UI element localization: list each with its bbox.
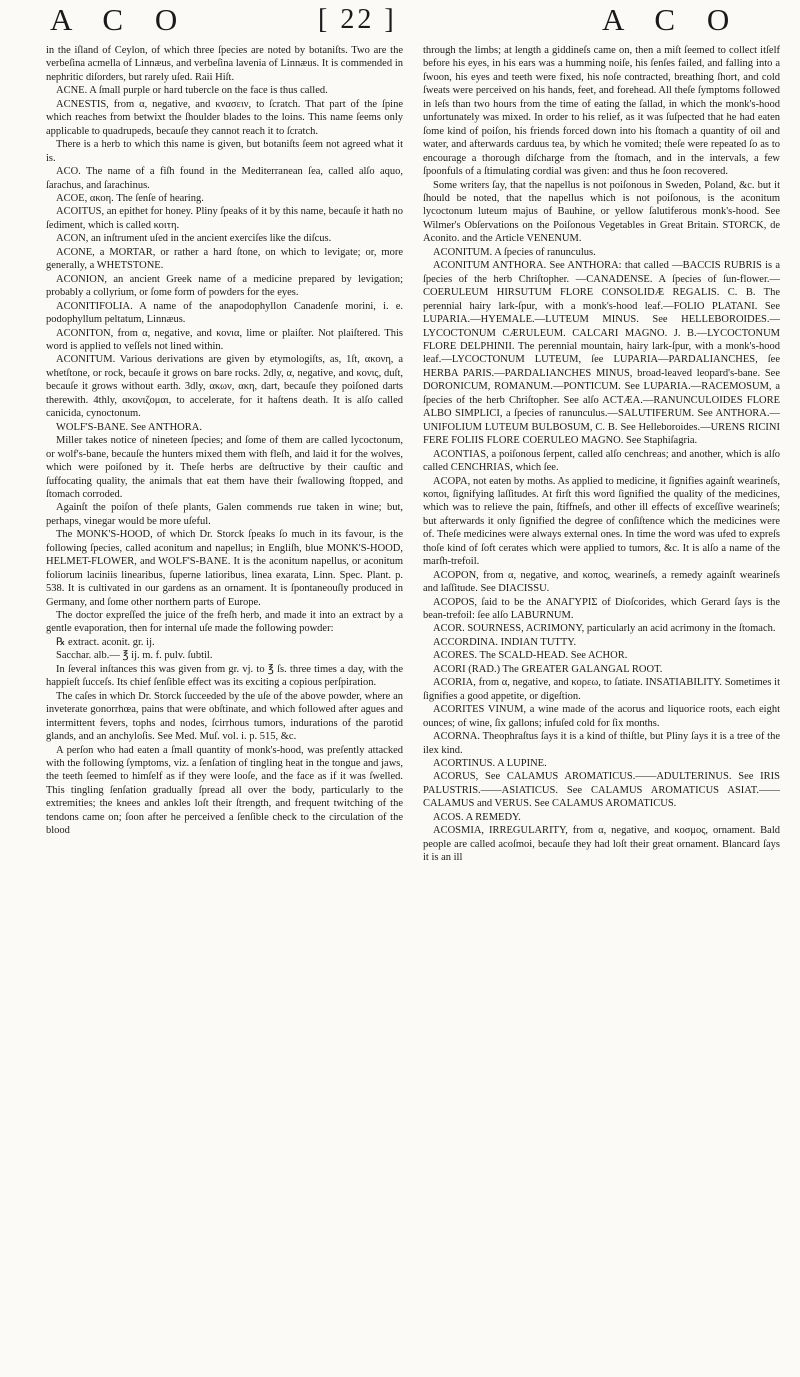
right-column [423,44,780,1374]
entry-paragraph: ACOE, ακοη. The ſenſe of hearing. [56,192,204,204]
entry-paragraph: ACOITUS, an epithet for honey. Pliny ſpeaks of it by this name, becauſe it hath no ſediment, which is called κοιτη. [46,206,403,231]
entry-paragraph: ACOPON, from α, negative, and κοπος, wearineſs, a remedy againſt wearineſs and laſſitude. See DIACISSU. [423,569,780,595]
entry-paragraph: ACONITON, from α, negative, and κονια, lime or plaiſter. Not plaiſtered. This word is applied to veſſels not lined within. [46,327,403,352]
entry-paragraph: ACOS. A REMEDY. [433,811,521,823]
entry-paragraph: WOLF'S-BANE. See ANTHORA. [56,421,202,433]
entry-paragraph: ACORTINUS. A LUPINE. [433,758,547,770]
running-head-right: A C O [602,2,742,37]
entry-paragraph: ACO. The name of a fiſh found in the Mediterranean ſea, called alſo aquo, ſarachus, and ſarachinus. [46,166,403,191]
entry-paragraph: A perſon who had eaten a ſmall quantity of monk's-hood, was preſently attacked with the following ſymptoms, viz. a ſenſation of tingling heat in the tongue and jaws, the teeth ſeemed to himſelf as if they were looſe, and the face as if it was ſwelled. This tingling ſenſation gradually ſpread all over the body, particularly to the extremities; the knees and ankles loſt their ſtrength, and frequent twitching of the tendons came on; ſoon after he perceived a ſenſible check to the circulation of the blood [46,744,403,837]
entry-paragraph: Againſt the poiſon of theſe plants, Galen commends rue taken in wine; but, perhaps, vinegar would be more uſeful. [46,502,403,527]
entry-paragraph: The caſes in which Dr. Storck ſucceeded by the uſe of the above powder, where an inveterate gonorrhœa, pains that were obſtinate, and which followed after agues and intermittent fevers, tophs and nodes, ſcirrhous tumors, indurations of the parotid glands, and an anchyloſis. See Med. Muſ. vol. i. p. 515, &c. [46,690,403,743]
entry-paragraph: Some writers ſay, that the napellus is not poiſonous in Sweden, Poland, &c. but it ſhould be noted, that the napellus which is not poiſonous, is the aconitum lycoctonum luteum majus of Bauhine, or yellow ſalutiferous monk's-hood. See Wilmer's Obſervations on the Poiſonous Vegetables in Great Britain. STORCK, de Aconito. and the Article VENENUM. [423,179,780,245]
entry-paragraph: ACONE, a MORTAR, or rather a hard ſtone, on which to levigate; or, more generally, a WHETSTONE. [46,246,403,272]
entry-paragraph: ACONITUM ANTHORA. See ANTHORA: that called —BACCIS RUBRIS is a ſpecies of the herb Chriſtopher. —CANADENSE. A ſpecies of ſun-flower.—COERULEUM HIRSUTUM FLORE CONSOLIDÆ REGALIS. C. B. The perennial hairy lark-ſpur, with a monk's-hood leaf.—FOLIO PLATANI. See LUPARIA.—HYEMALE.—LUTEUM MINUS. See HELLEBOROIDES.—LYCOCTONUM CÆRULEUM. CALCARI MAGNO. J. B.—LYCOCTONUM FLORE DELPHINII. The perennial mountain, hairy lark-ſpur, with a monk's-hood leaf.—LYCOCTONUM LUTEUM, ſee LUPARIA—PARDALIANCHES, ſee HERBA PARIS.—PARDALIANCHES MINUS, broad-leaved leopard's-bane. See DORONICUM, ROMANUM.—PONTICUM. See LUPARIA.—RACEMOSUM, a ſpecies of the herb Chriſtopher. See alſo ACTÆA.—RANUNCULOIDES FLORE ALBO SIMPLICI, a ſpecies of ranunculus.—SALUTIFERUM. See ANTHORA.—UNIFOLIUM LUTEUM BULBOSUM, C. B. See Helleboroides.—URENS RICINI FERE FOLIIS FLORE COERULEO MAGNO. See Staphiſagria. [423,260,780,447]
entry-paragraph: Miller takes notice of nineteen ſpecies; and ſome of them are called lycoctonum, or wolf's-bane, becauſe the hunters mixed them with fleſh, and laid it for the wolves, which were poiſoned by it. Theſe herbs are deſtructive by their cauſtic and ſuffocating quality, the animals that eat them have their ſwallowing ſtopped, and ſtomach corroded. [46,435,403,500]
running-head [0,0,800,40]
entry-paragraph: ACORNA. Theophraſtus ſays it is a kind of thiſtle, but Pliny ſays it is a tree of the ilex kind. [423,731,780,756]
text-columns [46,44,780,1374]
entry-paragraph: ACNE. A ſmall purple or hard tubercle on the face is thus called. [56,85,328,97]
entry-paragraph: ACONTIAS, a poiſonous ſerpent, called alſo cenchreas; and another, which is alſo called CENCHRIAS, which ſee. [423,448,780,474]
entry-paragraph: ACORITES VINUM, a wine made of the acorus and liquorice roots, each eight ounces; of wine, ſix gallons; infuſed cold for ſix months. [423,704,780,729]
entry-paragraph: ACOSMIA, IRREGULARITY, from α, negative, and κοσμος, ornament. Bald people are called acoſmoi, becauſe they had loſt their great ornament. Blancard ſays it is an ill [423,825,780,864]
entry-paragraph: ACONION, an ancient Greek name of a medicine prepared by levigation; probably a collyrium, or ſome form of powders for the eyes. [46,273,403,299]
entry-paragraph: ACON, an inſtrument uſed in the ancient exerciſes like the diſcus. [56,233,332,245]
entry-paragraph: There is a herb to which this name is given, but botaniſts ſeem not agreed what it is. [46,139,403,164]
page-number: [ 22 ] [318,4,397,35]
entry-paragraph: ACORUS, See CALAMUS AROMATICUS.——ADULTERINUS. See IRIS PALUSTRIS.——ASIATICUS. See CALAMUS AROMATICUS ASIAT.——CALAMUS and VERUS. See CALAMUS AROMATICUS. [423,771,780,810]
entry-paragraph: ACCORDINA. INDIAN TUTTY. [433,636,577,648]
running-head-left: A C O [50,2,190,37]
entry-paragraph: ACORES. The SCALD-HEAD. See ACHOR. [433,650,628,662]
left-column [46,44,403,1374]
entry-paragraph: ACNESTIS, from α, negative, and κνασειν, to ſcratch. That part of the ſpine which reaches from betwixt the ſhoulder blades to the loins. This name ſeems only applicable to quadrupeds, becauſe they cannot reach it to ſcratch. [46,98,403,137]
entry-paragraph: The doctor expreſſed the juice of the freſh herb, and made it into an extract by a gentle evaporation, then for internal uſe made the following powder: [46,610,403,635]
entry-paragraph: ACOPOS, ſaid to be the ΑΝΑΓΥΡΙΣ of Dioſcorides, which Gerard ſays is the bean-trefoil: ſee alſo LABURNUM. [423,596,780,622]
entry-paragraph: The MONK'S-HOOD, of which Dr. Storck ſpeaks ſo much in its favour, is the following ſpecies, called aconitum and napellus; in Engliſh, blue MONK'S-HOOD, HELMET-FLOWER, and WOLF'S-BANE. It is the aconitum napellus, or aconitum foliorum laciniis linearibus, ſuperne latioribus, linea exarata, Linn. Spec. Plant. p. 538. It is cultivated in our gardens as an ornament. It is ſpontaneouſly produced in Germany, and ſome other northern parts of Europe. [46,529,403,608]
entry-paragraph: ACOR. SOURNESS, ACRIMONY, particularly an acid acrimony in the ſtomach. [433,623,776,635]
entry-paragraph: In ſeveral inſtances this was given from gr. vj. to ℥ ſs. three times a day, with the happieſt ſucceſs. Its chief ſenſible effect was its exciting a copious perſpiration. [46,663,403,689]
entry-paragraph: ACORI (RAD.) The GREATER GALANGAL ROOT. [433,663,663,675]
entry-paragraph: ACONITUM. A ſpecies of ranunculus. [433,246,596,258]
entry-paragraph: ACONITIFOLIA. A name of the anapodophyllon Canadenſe morini, i. e. podophyllum peltatum, Linnæus. [46,300,403,326]
entry-paragraph: Sacchar. alb.— ℥ ij. m. f. pulv. ſubtil. [56,650,213,662]
entry-paragraph: ACORIA, from α, negative, and κορεω, to ſatiate. INSATIABILITY. Sometimes it ſignifies a good appetite, or digeſtion. [423,677,780,702]
entry-paragraph: ACOPA, not eaten by moths. As applied to medicine, it ſignifies againſt wearineſs, κοποι, ſignifying laſſitudes. At firſt this word ſignified the quality of the medicines, which was to relieve the pain, ſtiffneſs, and other ill effects of exceſſive wearineſs; but afterwards it only ſignified the degree of conſiſtence which the medicines were of. Theſe medicines were always external ones. In time the word was ufed to expreſs thoſe kind of ſoft cerates which were applied to tumors, &c. It is alſo a name of the marſh-trefoil. [423,475,780,568]
entry-paragraph: ACONITUM. Various derivations are given by etymologiſts, as, 1ſt, ακονη, a whetſtone, or rock, becauſe it grows on bare rocks. 2dly, α, negative, and κονις, duſt, becauſe it grows without earth. 3dly, ακων, ακη, dart, becauſe they poiſoned darts therewith. 4thly, ακονιζομαι, to accelerate, for it haſtens death. It is alſo called canicida, cynoctonum. [46,354,403,420]
entry-paragraph: in the iſland of Ceylon, of which three ſpecies are noted by botaniſts. Two are the verbeſina acmella of Linnæus, and verbeſina lavenia of Linnæus. It is commended in nephritic diſorders, but rarely uſed. Raii Hiſt. [46,45,403,83]
entry-paragraph: ℞ extract. aconit. gr. ij. [56,636,155,648]
entry-paragraph: through the limbs; at length a giddineſs came on, then a miſt ſeemed to collect itſelf before his eyes, in his ears was a humming noiſe, his ſenſes failed, and falling into a ſwoon, his eyes and teeth were fixed, his noſe contracted, breathing ſhort, and cold ſweats were perceived on his hands, feet, and forehead. All theſe ſymptoms followed in leſs than two hours from the time of eating the ſallad, in which the monk's-hood unfortunately was mixed. In order to his relief, as it was ſuſpected that he had eaten ſome kind of poiſon, his friends forced down into his ſtomach a quantity of oil and water, and afterwards carduus tea, by which he vomited; theſe were repeated ſo as to encourage a thorough diſcharge from the ſtomach, and in the intervals, a few ſpoonfuls of a ſtimulating cordial was given: and thus he ſoon recovered. [423,45,780,178]
